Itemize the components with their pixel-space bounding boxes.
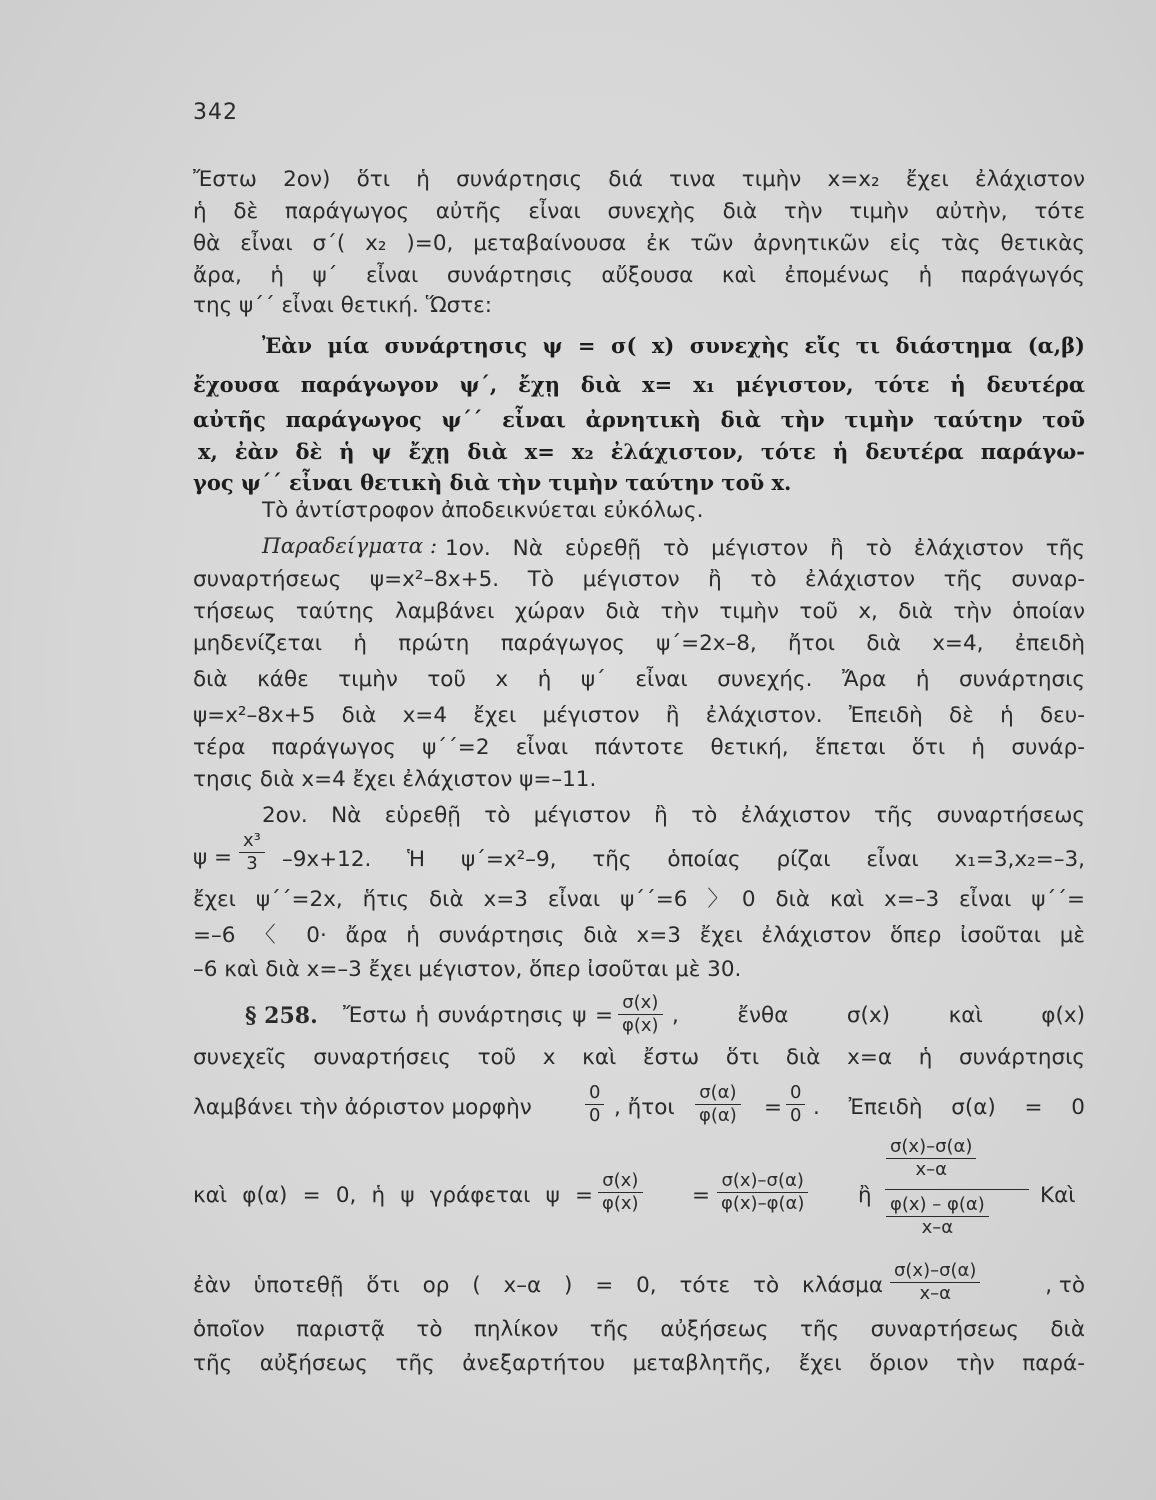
fraction-numerator: σ(x)	[618, 992, 663, 1015]
fraction-denominator: 0	[589, 1105, 601, 1126]
fraction-denominator: φ(x)	[602, 1193, 639, 1214]
text-line: τῆς αὐξήσεως τῆς ἀνεξαρτήτου μεταβλητῆς, ἔχει ὅριον τὴν παρά-	[193, 1351, 1085, 1376]
fraction-numerator: φ(x) – φ(α)	[886, 1194, 989, 1217]
text-line: =–6 〈 0· ἄρα ἡ συνάρτησις διὰ x=3 ἔχει ἐλάχιστον ὅπερ ἰσοῦται μὲ	[193, 923, 1085, 948]
text-line: της ψ΄΄ εἶναι θετική. Ὥστε:	[193, 293, 493, 318]
text-line: λαμβάνει τὴν ἀόριστον μορφὴν	[193, 1095, 532, 1120]
examples-label: Παραδείγματα :	[262, 534, 438, 559]
fraction-sigma-a-over-phi-a	[695, 1082, 741, 1127]
fraction-sigma-over-phi	[618, 992, 663, 1037]
fraction-denominator: x–α	[915, 1159, 947, 1180]
text-line: καὶ φ(α) = 0, ἡ ψ γράφεται ψ =	[193, 1183, 593, 1208]
text-line: συναρτήσεως ψ=x²–8x+5. Τὸ μέγιστον ἢ τὸ ἐλάχιστον τῆς συναρ-	[193, 567, 1085, 592]
equals-sign: =	[764, 1095, 783, 1120]
text-line: Ἔστω 2ον) ὅτι ἡ συνάρτησις διά τινα τιμὴν x=x₂ ἔχει ἐλάχιστον	[193, 167, 1085, 192]
fraction-numerator: 0	[585, 1082, 604, 1105]
main-fraction-bar	[885, 1189, 1029, 1190]
fraction-numerator: σ(x)	[598, 1170, 643, 1193]
text-line: διὰ κάθε τιμὴν τοῦ x ἡ ψ΄ εἶναι συνεχής. Ἄρα ἡ συνάρτησις	[193, 667, 1085, 692]
psi-eq: ψ =	[193, 845, 233, 870]
text-line: θὰ εἶναι σ΄( x₂ )=0, μεταβαίνουσα ἐκ τῶν ἀρνητικῶν εἰς τὰς θετικὰς	[193, 231, 1085, 256]
text-line: 1ον. Νὰ εὑρεθῇ τὸ μέγιστον ἢ τὸ ἐλάχιστον τῆς	[445, 536, 1085, 561]
section-number: § 258.	[245, 1003, 318, 1029]
fraction-denominator: φ(α)	[699, 1105, 737, 1126]
theorem-line: Ἐὰν μία συνάρτησις ψ = σ( x) συνεχὴς εἴς τι διάστημα (α,β)	[262, 333, 1085, 358]
text-line: ἔχει ψ΄΄=2x, ἥτις διὰ x=3 εἶναι ψ΄΄=6 〉0 διὰ καὶ x=–3 εἶναι ψ΄΄=	[193, 887, 1085, 912]
fraction-denominator: 0	[790, 1105, 802, 1126]
text-line: –9x+12. Ἡ ψ΄=x²–9, τῆς ὁποίας ρίζαι εἶναι x₁=3,x₂=–3,	[282, 847, 1085, 872]
fraction-difference	[717, 1170, 808, 1215]
fraction-numerator: σ(x)–σ(α)	[890, 1260, 980, 1283]
theorem-line: ἔχουσα παράγωγον ψ΄, ἔχῃ διὰ x= x₁ μέγιστον, τότε ἡ δευτέρα	[193, 372, 1085, 397]
converse-line: Τὸ ἀντίστροφον ἀποδεικνύεται εὐκόλως.	[262, 498, 704, 523]
text-line: Ἔστω ἡ συνάρτησις ψ =	[343, 1003, 613, 1028]
fraction-sigma-over-phi	[598, 1170, 643, 1215]
text-line: ἄρα, ἡ ψ΄ εἶναι συνάρτησις αὔξουσα καὶ ἐπομένως ἡ παράγωγός	[193, 263, 1085, 288]
text-line: τήσεως ταύτης λαμβάνει χώραν διὰ τὴν τιμὴν τοῦ x, διὰ τὴν ὁποίαν	[193, 599, 1085, 624]
text-line: τησις διὰ x=4 ἔχει ἐλάχιστον ψ=–11.	[193, 767, 597, 792]
fraction-difference-quotient	[890, 1260, 980, 1305]
page-number: 342	[193, 100, 238, 125]
text-line: τέρα παράγωγος ψ΄΄=2 εἶναι πάντοτε θετική, ἕπεται ὅτι ἡ συνάρ-	[193, 735, 1085, 760]
equals-sign: =	[692, 1183, 711, 1208]
fraction-denominator: 3	[246, 853, 258, 874]
text-line: ὁποῖον παριστᾷ τὸ πηλίκον τῆς αὐξήσεως τῆς συναρτήσεως διὰ	[193, 1317, 1085, 1342]
fraction-numerator: σ(x)–σ(α)	[717, 1170, 808, 1193]
text-line: ἐὰν ὑποτεθῇ ὅτι ορ ( x–α ) = 0, τότε τὸ κλάσμα	[193, 1273, 883, 1298]
text-line: . Ἐπειδὴ σ(α) = 0	[813, 1095, 1085, 1120]
fraction-denominator: φ(x)	[622, 1015, 659, 1036]
or-word: ἢ	[858, 1183, 872, 1208]
fraction-zero-over-zero	[786, 1082, 805, 1127]
fraction-zero-over-zero	[585, 1082, 604, 1127]
fraction-denominator: x–α	[919, 1283, 951, 1304]
compound-fraction-top	[886, 1136, 976, 1181]
theorem-line: x, ἐὰν δὲ ἡ ψ ἔχῃ διὰ x= x₂ ἐλάχιστον, τότε ἡ δευτέρα παράγω-	[198, 439, 1085, 464]
text-line: ψ=x²–8x+5 διὰ x=4 ἔχει μέγιστον ἢ ἐλάχιστον. Ἐπειδὴ δὲ ἡ δευ-	[193, 703, 1085, 728]
text-line: Καὶ	[1040, 1183, 1076, 1208]
theorem-line: αὐτῆς παράγωγος ψ΄΄ εἶναι ἀρνητικὴ διὰ τὴν τιμὴν ταύτην τοῦ	[193, 407, 1085, 432]
text-line: ἡ δὲ παράγωγος αὐτῆς εἶναι συνεχὴς διὰ τὴν τιμὴν αὐτὴν, τότε	[193, 199, 1085, 224]
compound-fraction-bottom	[886, 1194, 989, 1239]
fraction-numerator: x³	[239, 830, 265, 853]
fraction-numerator: 0	[786, 1082, 805, 1105]
text-line: , ἤτοι	[614, 1095, 675, 1120]
text-line: , ἔνθα σ(x) καὶ φ(x)	[672, 1003, 1085, 1028]
text-line: –6 καὶ διὰ x=–3 ἔχει μέγιστον, ὅπερ ἰσοῦται μὲ 30.	[193, 957, 742, 982]
fraction-numerator: σ(α)	[695, 1082, 741, 1105]
fraction-denominator: x–α	[921, 1217, 954, 1238]
fraction-numerator: σ(x)–σ(α)	[886, 1136, 976, 1159]
text-line: , τὸ	[1045, 1273, 1085, 1298]
text-line: 2ον. Νὰ εὑρεθῇ τὸ μέγιστον ἢ τὸ ἐλάχιστον τῆς συναρτήσεως	[262, 803, 1085, 828]
fraction-denominator: φ(x)–φ(α)	[721, 1193, 805, 1214]
text-line: συνεχεῖς συναρτήσεις τοῦ x καὶ ἔστω ὅτι διὰ x=α ἡ συνάρτησις	[193, 1045, 1085, 1070]
fraction-x3-over-3	[239, 830, 265, 875]
theorem-line: γος ψ΄΄ εἶναι θετικὴ διὰ τὴν τιμὴν ταύτην τοῦ x.	[193, 470, 792, 495]
text-line: μηδενίζεται ἡ πρώτη παράγωγος ψ΄=2x–8, ἤτοι διὰ x=4, ἐπειδὴ	[193, 631, 1085, 656]
